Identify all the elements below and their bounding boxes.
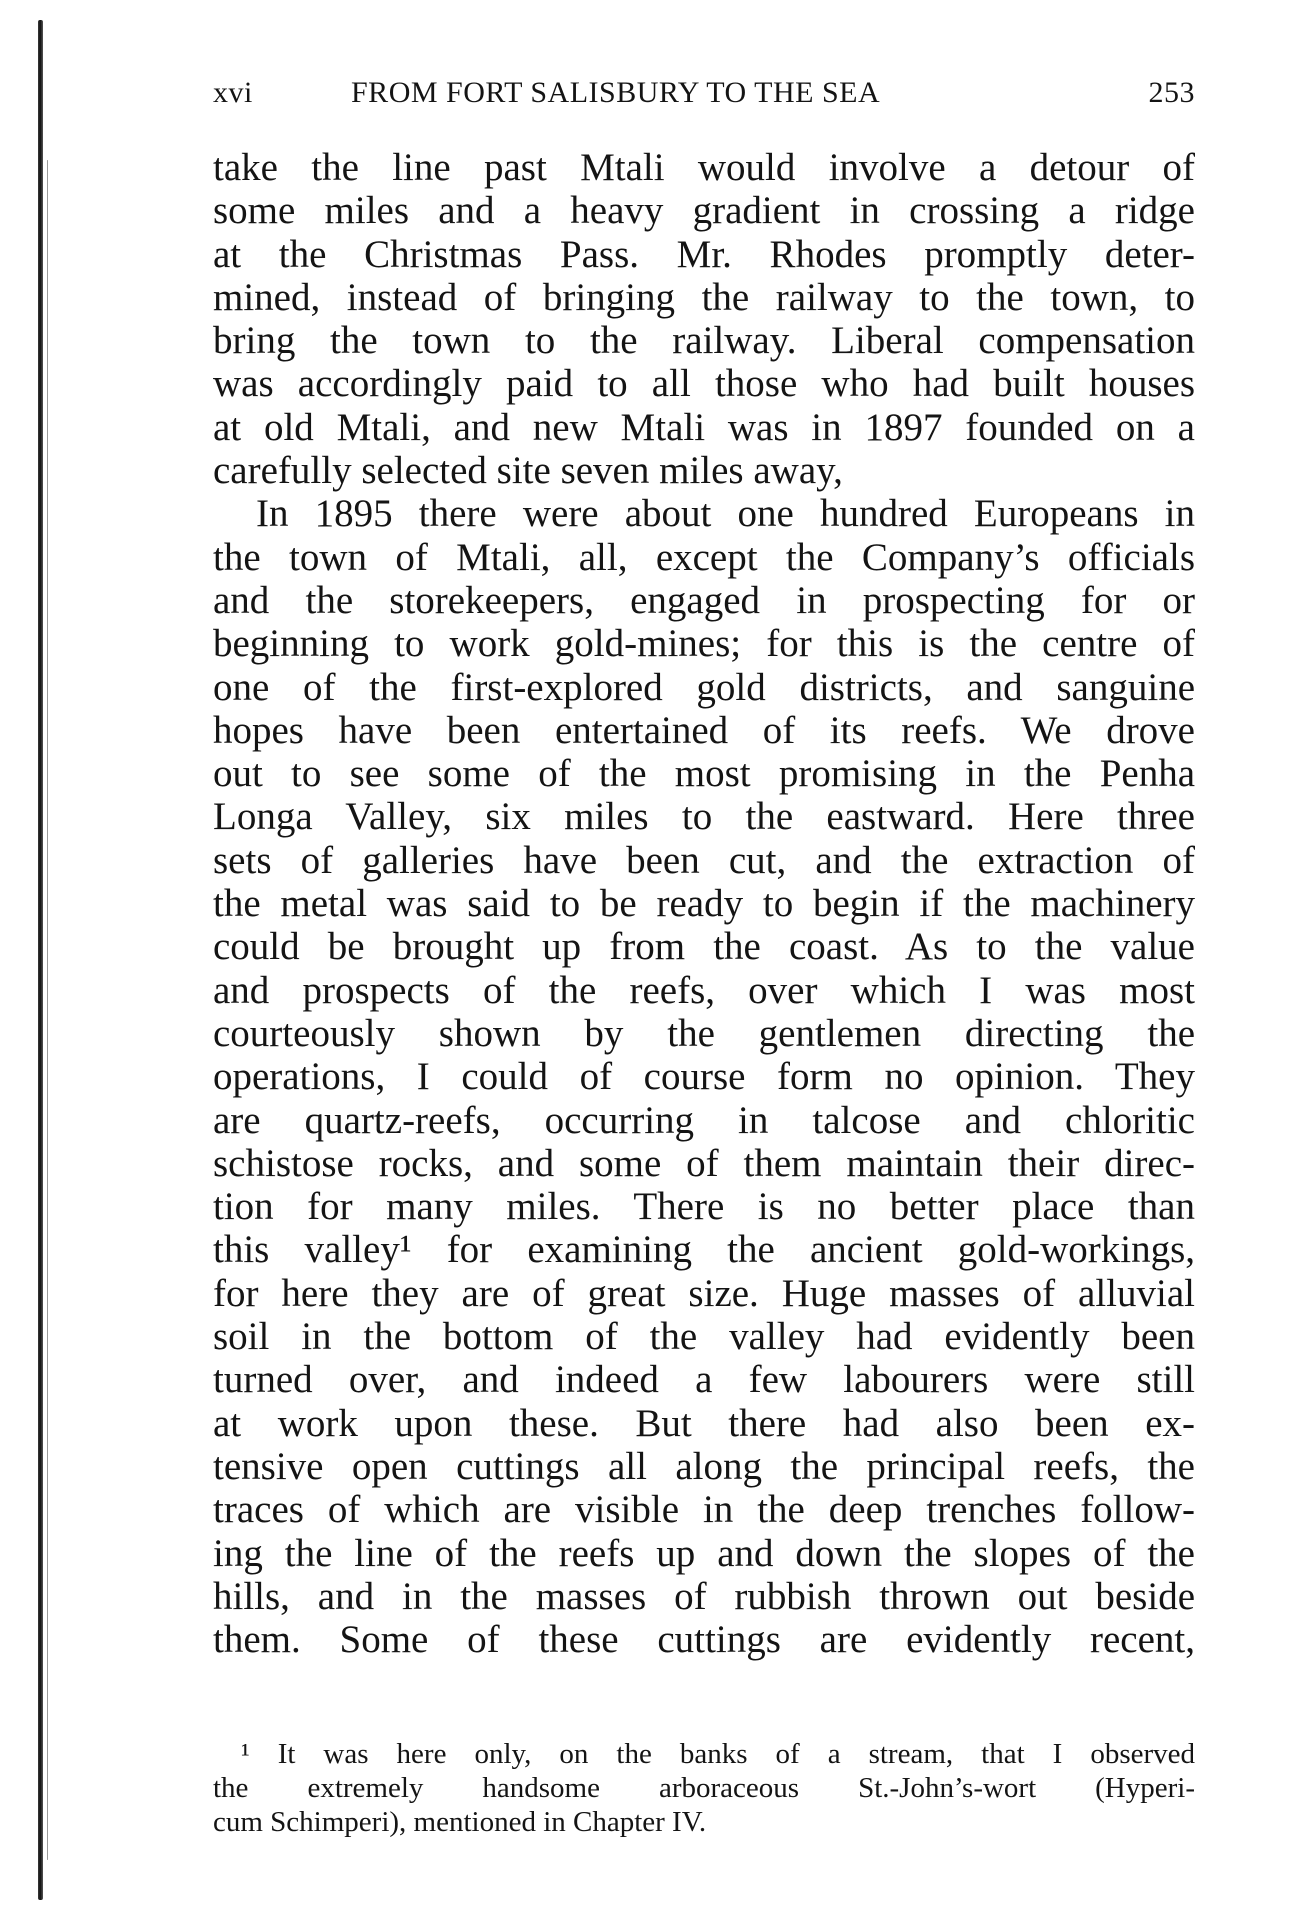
running-header — [213, 76, 1195, 116]
text-line: schistose rocks, and some of them maintain their direc- — [213, 1141, 1195, 1185]
footnote-line: the extremely handsome arboraceous St.-John’s-wort (Hyperi- — [213, 1772, 1195, 1804]
text-line: traces of which are visible in the deep trenches follow- — [213, 1488, 1195, 1532]
text-line: courteously shown by the gentlemen directing the — [213, 1011, 1195, 1055]
text-line: at the Christmas Pass. Mr. Rhodes promptly deter- — [213, 232, 1195, 276]
text-line: some miles and a heavy gradient in crossing a ridge — [213, 189, 1195, 233]
text-line: and the storekeepers, engaged in prospecting for or — [213, 578, 1195, 622]
footnote-line: cum Schimperi), mentioned in Chapter IV. — [213, 1806, 707, 1838]
text-line: soil in the bottom of the valley had evidently been — [213, 1315, 1195, 1359]
running-title: FROM FORT SALISBURY TO THE SEA — [351, 76, 881, 109]
text-line: mined, instead of bringing the railway to the town, to — [213, 275, 1195, 319]
text-line: for here they are of great size. Huge masses of alluvial — [213, 1271, 1195, 1315]
footnote — [213, 1737, 1195, 1839]
text-line: one of the first-explored gold districts, and sanguine — [213, 665, 1195, 709]
text-line: Longa Valley, six miles to the eastward. Here three — [213, 795, 1195, 839]
page-binding-shadow — [47, 160, 48, 1860]
text-line: tion for many miles. There is no better place than — [213, 1185, 1195, 1229]
text-line: are quartz-reefs, occurring in talcose and chloritic — [213, 1098, 1195, 1142]
text-line: hills, and in the masses of rubbish thrown out beside — [213, 1574, 1195, 1618]
text-line: this valley¹ for examining the ancient gold-workings, — [213, 1228, 1195, 1272]
text-line: operations, I could of course form no opinion. They — [213, 1055, 1195, 1099]
text-line: ing the line of the reefs up and down the slopes of the — [213, 1531, 1195, 1575]
text-line: the metal was said to be ready to begin if the machinery — [213, 882, 1195, 926]
body-text — [213, 146, 1195, 1661]
footnote-line: ¹ It was here only, on the banks of a stream, that I observed — [241, 1738, 1195, 1770]
text-line: tensive open cuttings all along the principal reefs, the — [213, 1444, 1195, 1488]
text-line: at work upon these. But there had also been ex- — [213, 1401, 1195, 1445]
text-line: was accordingly paid to all those who had built houses — [213, 362, 1195, 406]
page-number: 253 — [1148, 76, 1195, 109]
text-line: them. Some of these cuttings are evidently recent, — [213, 1618, 1195, 1662]
text-line: take the line past Mtali would involve a detour of — [213, 146, 1195, 189]
text-line: sets of galleries have been cut, and the extraction of — [213, 838, 1195, 882]
text-line: In 1895 there were about one hundred Europeans in — [256, 492, 1195, 536]
text-line: at old Mtali, and new Mtali was in 1897 founded on a — [213, 405, 1195, 449]
text-line: carefully selected site seven miles away, — [213, 449, 843, 493]
section-number: xvi — [213, 76, 253, 109]
text-line: out to see some of the most promising in the Penha — [213, 752, 1195, 796]
text-line: bring the town to the railway. Liberal compensation — [213, 319, 1195, 363]
text-line: could be brought up from the coast. As to the value — [213, 925, 1195, 969]
text-line: beginning to work gold-mines; for this is the centre of — [213, 622, 1195, 666]
text-line: turned over, and indeed a few labourers were still — [213, 1358, 1195, 1402]
page-binding-edge — [38, 20, 43, 1900]
text-line: hopes have been entertained of its reefs. We drove — [213, 708, 1195, 752]
text-line: the town of Mtali, all, except the Company’s officials — [213, 535, 1195, 579]
text-line: and prospects of the reefs, over which I was most — [213, 968, 1195, 1012]
